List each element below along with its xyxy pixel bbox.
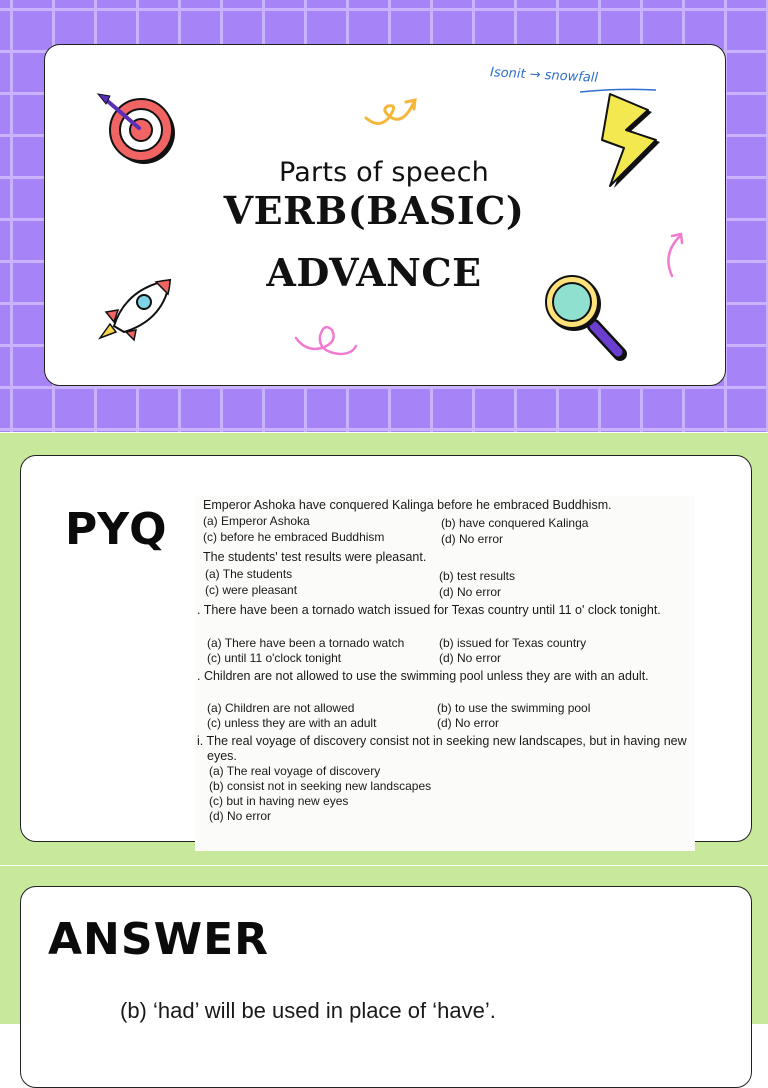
question-option: (a) Children are not allowed: [207, 701, 355, 715]
note-underline: [578, 86, 658, 96]
question-option: (c) until 11 o'clock tonight: [207, 651, 342, 665]
handwritten-note: Isonit → snowfall: [489, 65, 599, 86]
question-option: (b) to use the swimming pool: [437, 701, 591, 715]
question-text: Emperor Ashoka have conquered Kalinga before he embraced Buddhism.: [203, 498, 612, 512]
pyq-card: [20, 455, 752, 842]
answer-heading: ANSWER: [48, 914, 270, 965]
pink-arrow-icon: [660, 228, 690, 280]
question-option: (d) No error: [209, 809, 272, 823]
question-option: (c) unless they are with an adult: [207, 716, 377, 730]
question-option: (d) No error: [437, 716, 500, 730]
scanned-questions: [195, 496, 695, 851]
answer-text: (b) ‘had’ will be used in place of ‘have’.: [120, 998, 496, 1023]
question-option: (a) The real voyage of discovery: [209, 764, 381, 778]
pyq-slide: [0, 433, 768, 865]
slide-title-line1: VERB(BASIC): [223, 188, 525, 233]
rocket-icon: [96, 276, 180, 342]
arrow-squiggle-icon: [362, 96, 420, 130]
question-text: eyes.: [207, 749, 237, 763]
question-text: The students' test results were pleasant.: [203, 550, 427, 564]
question-option: (d) No error: [439, 651, 502, 665]
answer-slide: [0, 866, 768, 1024]
question-option: (a) Emperor Ashoka: [203, 514, 310, 528]
question-option: (c) before he embraced Buddhism: [203, 530, 385, 544]
magnifier-icon: [542, 272, 632, 364]
slide-title-line2: ADVANCE: [266, 250, 482, 295]
question-option: (d) No error: [441, 532, 504, 546]
slide-subtitle: Parts of speech: [279, 157, 489, 188]
question-option: (c) but in having new eyes: [209, 794, 349, 808]
question-text: . Children are not allowed to use the swimming pool unless they are with an adult.: [197, 669, 649, 683]
question-option: (b) consist not in seeking new landscapes: [209, 779, 432, 793]
pink-squiggle-icon: [292, 322, 360, 360]
question-option: (d) No error: [439, 585, 502, 599]
lightning-icon: [600, 92, 666, 192]
question-option: (a) There have been a tornado watch: [207, 636, 405, 650]
question-option: (b) issued for Texas country: [439, 636, 587, 650]
title-slide: [0, 0, 768, 432]
question-option: (b) test results: [439, 569, 516, 583]
pyq-heading: PYQ: [65, 504, 167, 555]
question-option: (b) have conquered Kalinga: [441, 516, 589, 530]
question-text: i. The real voyage of discovery consist not in seeking new landscapes, but in having new: [197, 734, 687, 748]
question-option: (c) were pleasant: [205, 583, 298, 597]
question-text: . There have been a tornado watch issued for Texas country until 11 o' clock tonight.: [197, 603, 661, 617]
question-option: (a) The students: [205, 567, 293, 581]
target-icon: [94, 92, 180, 170]
